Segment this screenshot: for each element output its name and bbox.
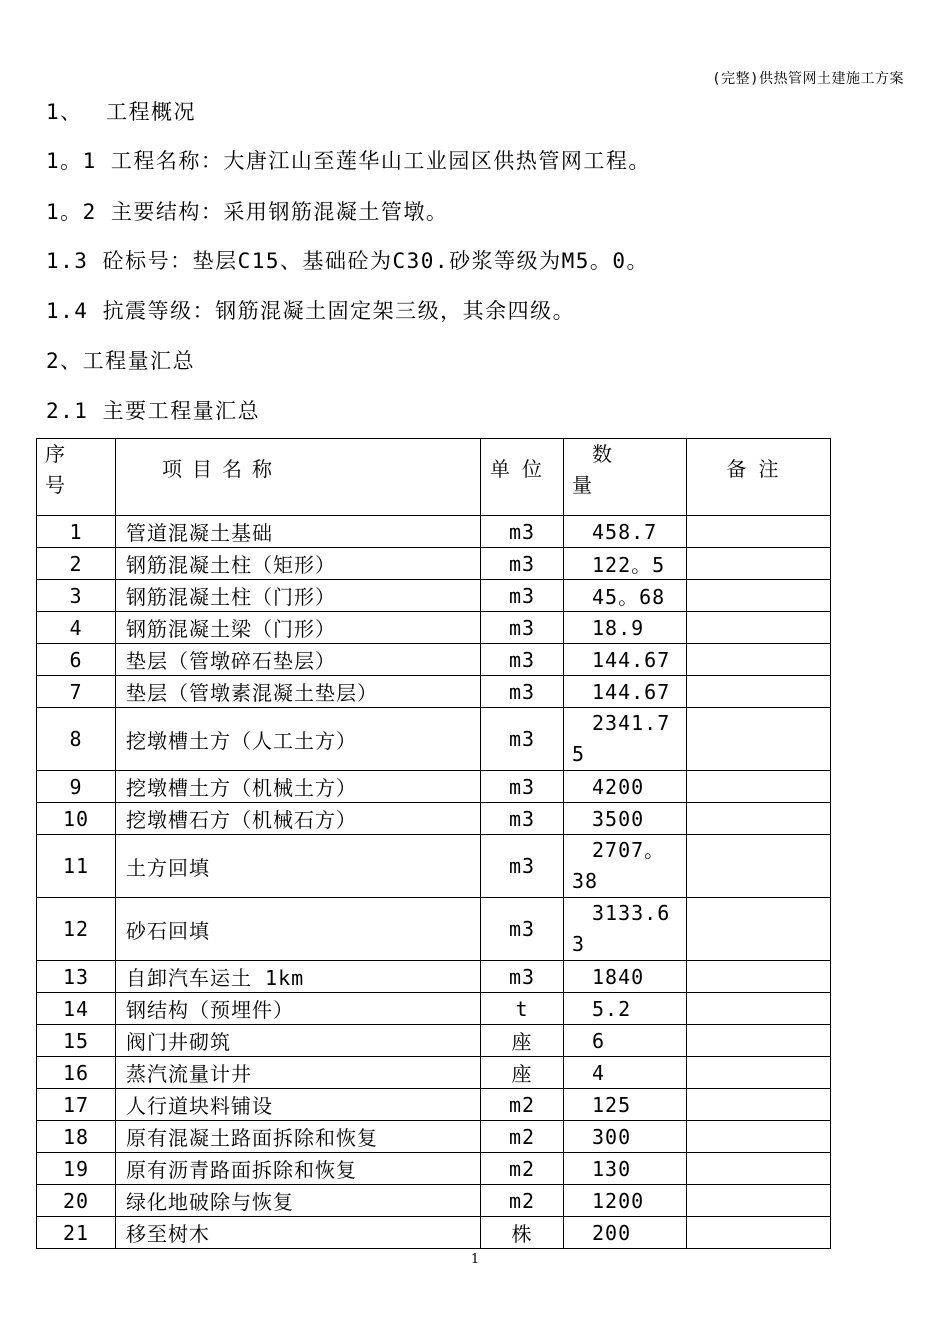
row-number: 2: [37, 548, 116, 580]
table-row: [37, 1121, 831, 1153]
section-1-4-seismic-grade: 1.4 抗震等级：钢筋混凝土固定架三级，其余四级。: [46, 299, 576, 323]
row-remarks: [687, 803, 831, 835]
table-row: [37, 708, 831, 771]
row-quantity-value: 125: [592, 1092, 632, 1117]
row-remarks: [687, 548, 831, 580]
row-quantity-line1: 2341.7: [592, 711, 671, 735]
row-quantity-value: 1840: [592, 964, 645, 989]
table-row: [37, 548, 831, 580]
row-remarks: [687, 1121, 831, 1153]
section-1-heading: [46, 96, 196, 126]
row-number: 8: [37, 708, 116, 771]
row-number: 19: [37, 1153, 116, 1185]
section-1-3-concrete-grade: 1.3 砼标号：垫层C15、基础砼为C30.砂浆等级为M5。0。: [46, 249, 650, 273]
row-item-name: 原有沥青路面拆除和恢复: [116, 1153, 481, 1185]
row-quantity: [564, 1057, 687, 1089]
row-item-name: 垫层（管墩碎石垫层）: [116, 644, 481, 676]
table-row: [37, 612, 831, 644]
header-quantity-line2: 量: [572, 473, 593, 497]
row-quantity-value: 458.7: [592, 519, 658, 544]
row-item-name: 人行道块料铺设: [116, 1089, 481, 1121]
row-unit: m3: [481, 771, 564, 803]
row-item-name: 垫层（管墩素混凝土垫层）: [116, 676, 481, 708]
row-quantity: [564, 580, 687, 612]
table-row: [37, 1057, 831, 1089]
row-number: 3: [37, 580, 116, 612]
row-unit: m2: [481, 1185, 564, 1217]
row-quantity: [564, 898, 687, 961]
row-remarks: [687, 580, 831, 612]
row-number: 16: [37, 1057, 116, 1089]
row-remarks: [687, 644, 831, 676]
row-quantity: [564, 803, 687, 835]
table-header-row: [37, 439, 831, 516]
row-quantity: [564, 1217, 687, 1249]
row-item-name: 钢筋混凝土柱（门形）: [116, 580, 481, 612]
row-remarks: [687, 771, 831, 803]
row-number: 17: [37, 1089, 116, 1121]
row-remarks: [687, 676, 831, 708]
row-quantity-line1: 3133.6: [592, 901, 671, 925]
row-unit: m2: [481, 1153, 564, 1185]
row-unit: m3: [481, 644, 564, 676]
row-quantity-value: 122。5: [592, 553, 666, 577]
header-unit: 单位: [481, 439, 564, 516]
row-unit: t: [481, 993, 564, 1025]
row-number: 4: [37, 612, 116, 644]
row-number: 13: [37, 961, 116, 993]
section-1-title: 工程概况: [106, 100, 196, 124]
row-quantity: [564, 1025, 687, 1057]
section-1-1-project-name: 1。1 工程名称：大唐江山至莲华山工业园区供热管网工程。: [46, 149, 651, 173]
table-row: [37, 516, 831, 548]
row-quantity-value: 5.2: [592, 996, 632, 1021]
row-quantity: [564, 771, 687, 803]
section-1-number: 1、: [46, 100, 83, 124]
header-serial-number: [37, 439, 116, 516]
quantity-summary-table: [36, 438, 831, 1249]
row-remarks: [687, 961, 831, 993]
row-remarks: [687, 1057, 831, 1089]
row-quantity: [564, 1185, 687, 1217]
row-item-name: 蒸汽流量计井: [116, 1057, 481, 1089]
row-quantity-value: 18.9: [592, 615, 645, 640]
table-row: [37, 1025, 831, 1057]
section-1-2-main-structure: 1。2 主要结构：采用钢筋混凝土管墩。: [46, 200, 449, 224]
row-unit: m3: [481, 548, 564, 580]
row-item-name: 移至树木: [116, 1217, 481, 1249]
row-remarks: [687, 835, 831, 898]
row-remarks: [687, 612, 831, 644]
header-quantity: [564, 439, 687, 516]
row-unit: m3: [481, 580, 564, 612]
row-quantity-line1: 2707。: [592, 838, 666, 862]
row-quantity-value: 144.67: [592, 647, 671, 672]
table-row: [37, 803, 831, 835]
row-number: 15: [37, 1025, 116, 1057]
row-quantity: [564, 548, 687, 580]
row-quantity: [564, 708, 687, 771]
header-quantity-line1: 数: [592, 442, 613, 466]
header-item-name: 项目名称: [116, 439, 481, 516]
row-item-name: 挖墩槽石方（机械石方）: [116, 803, 481, 835]
row-quantity-value: 4200: [592, 774, 645, 799]
row-quantity: [564, 1121, 687, 1153]
row-remarks: [687, 1185, 831, 1217]
row-number: 7: [37, 676, 116, 708]
row-item-name: 钢筋混凝土梁（门形）: [116, 612, 481, 644]
table-row: [37, 835, 831, 898]
row-quantity-value: 45。68: [592, 585, 666, 609]
row-unit: m3: [481, 835, 564, 898]
row-quantity: [564, 835, 687, 898]
row-item-name: 砂石回填: [116, 898, 481, 961]
row-number: 9: [37, 771, 116, 803]
row-number: 21: [37, 1217, 116, 1249]
row-unit: 座: [481, 1025, 564, 1057]
row-quantity-line2: 3: [572, 932, 586, 956]
section-2-heading: 2、工程量汇总: [46, 349, 196, 373]
row-item-name: 土方回填: [116, 835, 481, 898]
row-item-name: 绿化地破除与恢复: [116, 1185, 481, 1217]
row-quantity: [564, 676, 687, 708]
table-row: [37, 1153, 831, 1185]
row-unit: m2: [481, 1089, 564, 1121]
row-unit: m2: [481, 1121, 564, 1153]
row-quantity-value: 200: [592, 1220, 632, 1245]
row-remarks: [687, 1089, 831, 1121]
row-quantity: [564, 644, 687, 676]
table-row: [37, 1217, 831, 1249]
row-number: 10: [37, 803, 116, 835]
row-number: 12: [37, 898, 116, 961]
row-item-name: 自卸汽车运土 1km: [116, 961, 481, 993]
row-quantity-line2: 5: [572, 742, 586, 766]
row-unit: 座: [481, 1057, 564, 1089]
row-unit: m3: [481, 612, 564, 644]
table-row: [37, 993, 831, 1025]
row-remarks: [687, 1153, 831, 1185]
row-item-name: 挖墩槽土方（人工土方）: [116, 708, 481, 771]
table-row: [37, 771, 831, 803]
row-quantity-value: 144.67: [592, 679, 671, 704]
row-unit: m3: [481, 676, 564, 708]
row-number: 14: [37, 993, 116, 1025]
table-row: [37, 644, 831, 676]
row-remarks: [687, 993, 831, 1025]
row-remarks: [687, 516, 831, 548]
table-row: [37, 580, 831, 612]
table-row: [37, 676, 831, 708]
row-item-name: 钢结构（预埋件）: [116, 993, 481, 1025]
table-row: [37, 1089, 831, 1121]
row-remarks: [687, 898, 831, 961]
row-item-name: 挖墩槽土方（机械土方）: [116, 771, 481, 803]
row-quantity: [564, 1089, 687, 1121]
row-unit: m3: [481, 898, 564, 961]
row-quantity-value: 6: [592, 1028, 606, 1053]
row-remarks: [687, 1025, 831, 1057]
row-quantity: [564, 612, 687, 644]
row-number: 1: [37, 516, 116, 548]
row-remarks: [687, 1217, 831, 1249]
row-quantity-value: 3500: [592, 806, 645, 831]
row-quantity: [564, 961, 687, 993]
row-quantity: [564, 1153, 687, 1185]
row-unit: 株: [481, 1217, 564, 1249]
table-row: [37, 898, 831, 961]
row-item-name: 阀门井砌筑: [116, 1025, 481, 1057]
row-number: 6: [37, 644, 116, 676]
row-unit: m3: [481, 708, 564, 771]
header-serial-line2: 号: [45, 473, 66, 497]
row-number: 18: [37, 1121, 116, 1153]
table-row: [37, 1185, 831, 1217]
row-quantity-value: 300: [592, 1124, 632, 1149]
table-row: [37, 961, 831, 993]
header-serial-line1: 序: [45, 442, 66, 466]
row-item-name: 管道混凝土基础: [116, 516, 481, 548]
row-unit: m3: [481, 516, 564, 548]
page-number: 1: [470, 1252, 480, 1267]
document-header-title: (完整)供热管网土建施工方案: [712, 71, 904, 87]
row-item-name: 钢筋混凝土柱（矩形）: [116, 548, 481, 580]
row-quantity-value: 130: [592, 1156, 632, 1181]
section-2-1-heading: 2.1 主要工程量汇总: [46, 399, 261, 423]
row-quantity: [564, 993, 687, 1025]
row-unit: m3: [481, 803, 564, 835]
row-remarks: [687, 708, 831, 771]
row-number: 20: [37, 1185, 116, 1217]
header-remarks: 备注: [687, 439, 831, 516]
row-quantity-value: 4: [592, 1060, 606, 1085]
row-unit: m3: [481, 961, 564, 993]
row-number: 11: [37, 835, 116, 898]
row-quantity: [564, 516, 687, 548]
row-quantity-line2: 38: [572, 869, 599, 893]
row-quantity-value: 1200: [592, 1188, 645, 1213]
row-item-name: 原有混凝土路面拆除和恢复: [116, 1121, 481, 1153]
